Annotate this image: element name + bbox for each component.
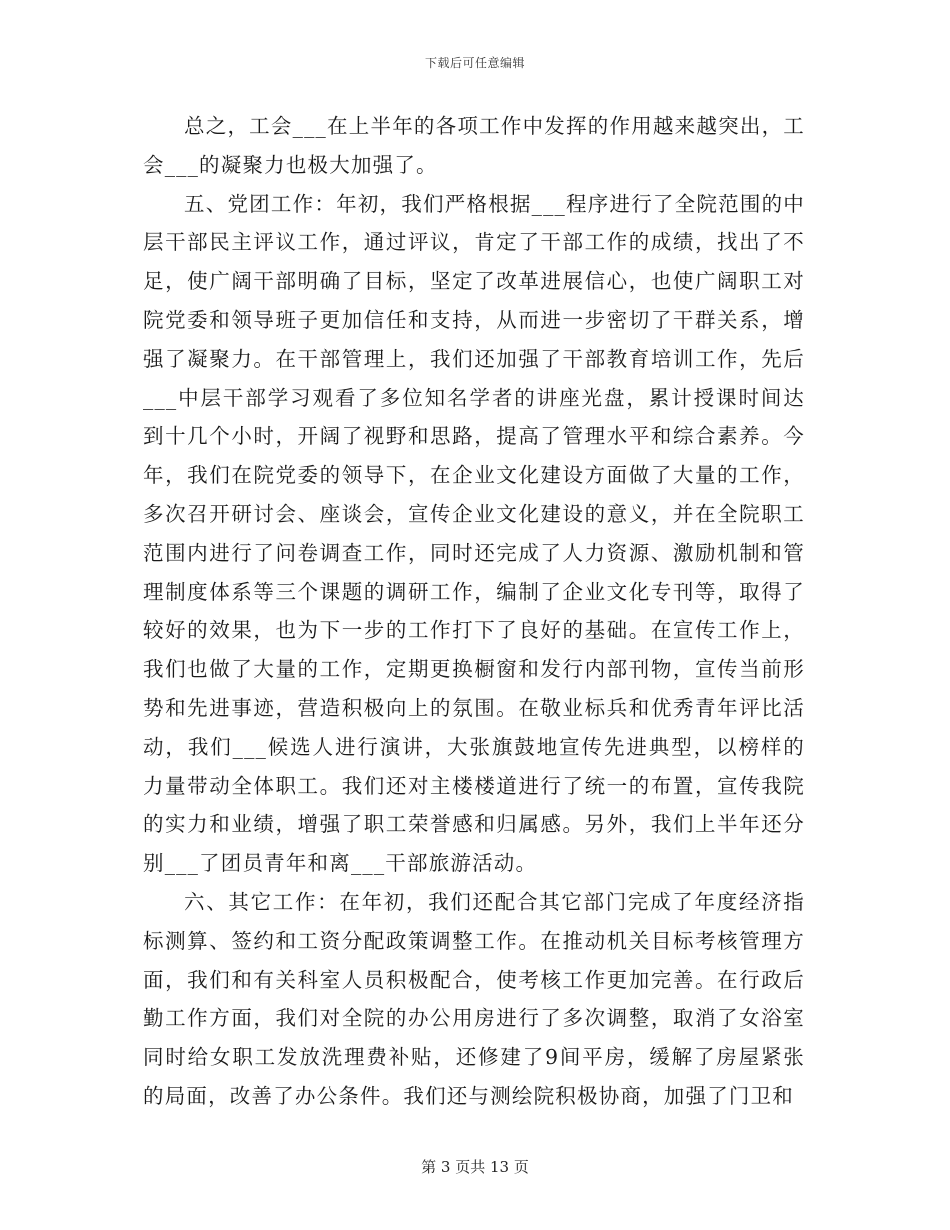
paragraph-party-work: 五、党团工作：年初，我们严格根据___程序进行了全院范围的中层干部民主评议工作，通过评议，肯定了干部工作的成绩，找出了不足，使广阔干部明确了目标，坚定了改革进展信心，也使广阔职工对院党委和领导班子更加信任和支持，从而进一步密切了干群关系，增强了凝聚力。在干部管理上，我们还加强了干部教育培训工作，先后___中层干部学习观看了多位知名学者的讲座光盘，累计授课时间达到十几个小时，开阔了视野和思路，提高了管理水平和综合素养。今年，我们在院党委的领导下，在企业文化建设方面做了大量的工作，多次召开研讨会、座谈会，宣传企业文化建设的意义，并在全院职工范围内进行了问卷调查工作，同时还完成了人力资源、激励机制和管理制度体系等三个课题的调研工作，编制了企业文化专刊等，取得了较好的效果，也为下一步的工作打下了良好的基础。在宣传工作上，我们也做了大量的工作，定期更换橱窗和发行内部刊物，宣传当前形势和先进事迹，营造积极向上的氛围。在敬业标兵和优秀青年评比活动，我们___候选人进行演讲，大张旗鼓地宣传先进典型，以榜样的力量带动全体职工。我们还对主楼楼道进行了统一的布置，宣传我院的实力和业绩，增强了职工荣誉感和归属感。另外，我们上半年还分别___了团员青年和离___干部旅游活动。 <box>143 191 805 876</box>
paragraph-other-work: 六、其它工作：在年初，我们还配合其它部门完成了年度经济指标测算、签约和工资分配政策调整工作。在推动机关目标考核管理方面，我们和有关科室人员积极配合，使考核工作更加完善。在行政后勤工作方面，我们对全院的办公用房进行了多次调整，取消了女浴室同时给女职工发放洗理费补贴，还修建了9间平房，缓解了房屋紧张的局面，改善了办公条件。我们还与测绘院积极协商，加强了门卫和 <box>143 889 805 1108</box>
page-number: 第 3 页共 13 页 <box>421 1158 529 1176</box>
paragraph-summary: 总之，工会___在上半年的各项工作中发挥的作用越来越突出，工会___的凝聚力也极大加强了。 <box>143 114 805 177</box>
document-body <box>143 107 805 1116</box>
page-header-note: 下载后可任意编辑 <box>424 56 525 70</box>
